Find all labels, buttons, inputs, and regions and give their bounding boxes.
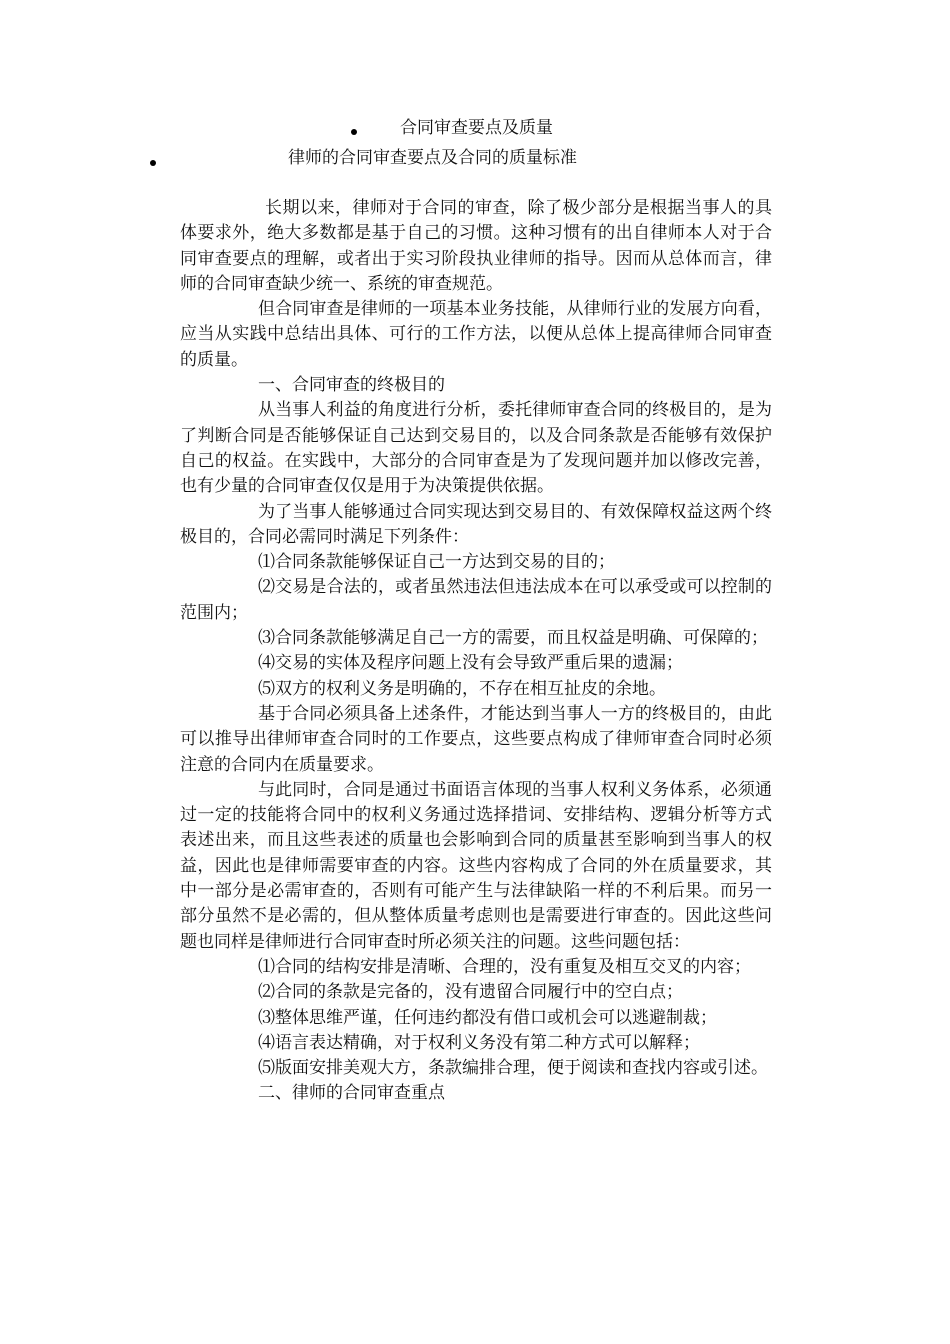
page-title: 合同审查要点及质量 (400, 118, 553, 138)
list-item: ⑸双方的权利义务是明确的，不存在相互扯皮的余地。 (258, 678, 666, 699)
list-item: ⑴合同条款能够保证自己一方达到交易的目的； (258, 552, 615, 573)
list-item: ⑸版面安排美观大方，条款编排合理，便于阅读和查找内容或引述。 (258, 1058, 768, 1079)
list-item: ⑴合同的结构安排是清晰、合理的，没有重复及相互交叉的内容； (258, 956, 751, 977)
list-item: ⑵合同的条款是完备的，没有遗留合同履行中的空白点； (258, 982, 683, 1003)
paragraph: 长期以来，律师对于合同的审查，除了极少部分是根据当事人的具体要求外，绝大多数都是基于自己的习惯。这种习惯有的出自律师本人对于合同审查要点的理解，或者出于实习阶段执业律师的指导。因而从总体而言，律师的合同审查缺少统一、系统的审查规范。 (180, 198, 772, 294)
section-heading: 二、律师的合同审查重点 (258, 1083, 445, 1104)
paragraph: 但合同审查是律师的一项基本业务技能，从律师行业的发展方向看，应当从实践中总结出具体、可行的工作方法，以便从总体上提高律师合同审查的质量。 (180, 299, 772, 370)
list-item: ⑵交易是合法的，或者虽然违法但违法成本在可以承受或可以控制的范围内； (180, 577, 772, 623)
document-body (180, 196, 772, 1107)
paragraph: 基于合同必须具备上述条件，才能达到当事人一方的终极目的，由此可以推导出律师审查合同时的工作要点，这些要点构成了律师审查合同时必须注意的合同内在质量要求。 (180, 703, 772, 775)
paragraph: 与此同时，合同是通过书面语言体现的当事人权利义务体系，必须通过一定的技能将合同中的权利义务通过选择措词、安排结构、逻辑分析等方式表述出来，而且这些表述的质量也会影响到合同的质量甚至影响到当事人的权益，因此也是律师需要审查的内容。这些内容构成了合同的外在质量要求，其中一部分是必需审查的，否则有可能产生与法律缺陷一样的不利后果。而另一部分虽然不是必需的，但从整体质量考虑则也是需要进行审查的。因此这些问题也同样是律师进行合同审查时所必须关注的问题。这些问题包括： (180, 779, 772, 952)
list-item: ⑷语言表达精确，对于权利义务没有第二种方式可以解释； (258, 1032, 700, 1053)
list-item: ⑶整体思维严谨，任何违约都没有借口或机会可以逃避制裁； (258, 1007, 717, 1028)
list-item: ⑷交易的实体及程序问题上没有会导致严重后果的遗漏； (258, 653, 683, 674)
list-item: ⑶合同条款能够满足自己一方的需要，而且权益是明确、可保障的； (258, 628, 768, 649)
title-bullet (351, 129, 357, 135)
subtitle-bullet (150, 160, 156, 166)
paragraph: 为了当事人能够通过合同实现达到交易目的、有效保障权益这两个终极目的，合同必需同时满足下列条件： (180, 501, 772, 547)
section-heading: 一、合同审查的终极目的 (258, 375, 445, 396)
paragraph: 从当事人利益的角度进行分析，委托律师审查合同的终极目的，是为了判断合同是否能够保证自己达到交易目的，以及合同条款是否能够有效保护自己的权益。在实践中，大部分的合同审查是为了发现问题并加以修改完善，也有少量的合同审查仅仅是用于为决策提供依据。 (180, 400, 772, 497)
page-subtitle: 律师的合同审查要点及合同的质量标准 (288, 148, 577, 168)
